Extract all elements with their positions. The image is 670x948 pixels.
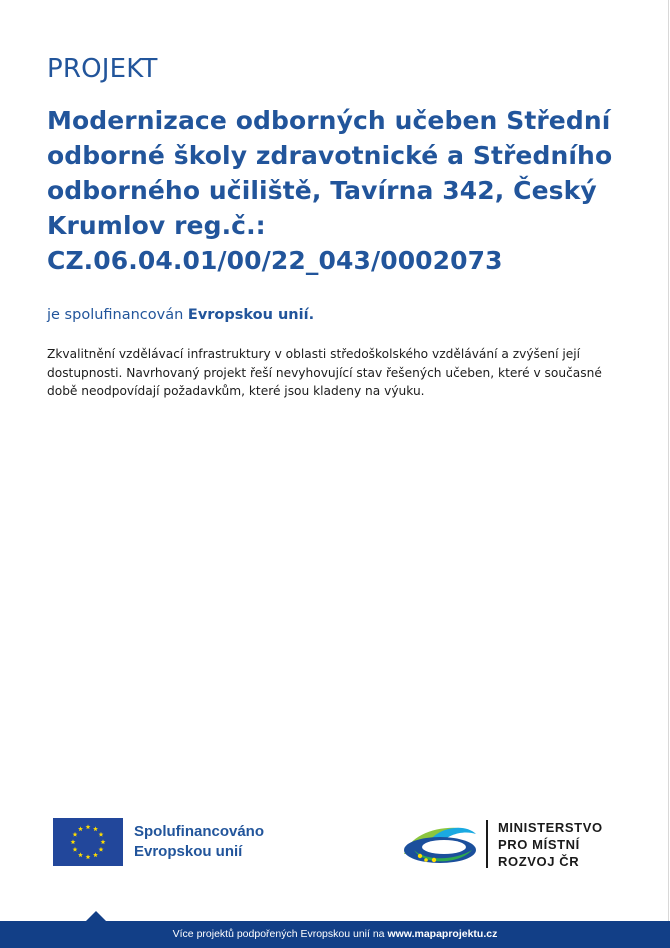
project-description: Zkvalitnění vzdělávací infrastruktury v oblasti středoškolského vzdělávání a zvýšení její dostupnosti. Navrhovaný projekt řeší nevyhovující stav řešených učeben, které v současné době neodpovídají požadavkům, které jsou kladeny na výuku.	[47, 347, 602, 398]
eu-star-icon	[86, 824, 91, 829]
eu-star-icon	[93, 826, 98, 831]
mmr-emblem-icon	[400, 820, 478, 868]
eu-star-icon	[73, 832, 78, 837]
eu-logo	[53, 818, 264, 866]
eu-logo-line1: Spolufinancováno	[134, 823, 265, 840]
footer-text: Více projektů podpořených Evropskou unií na	[172, 928, 385, 940]
eu-logo-line2: Evropskou unií	[134, 843, 243, 860]
eu-star-icon	[101, 839, 106, 844]
mmr-logo-line1: MINISTERSTVO	[498, 819, 603, 835]
eu-star-icon	[71, 839, 76, 844]
mmr-logo-text	[498, 819, 603, 870]
eu-star-icon	[99, 832, 104, 837]
cofinance-statement	[47, 307, 314, 323]
footer-notch	[86, 911, 106, 921]
footer-link[interactable]: www.mapaprojektu.cz	[387, 928, 498, 940]
eu-star-icon	[99, 847, 104, 852]
cofinance-prefix: je spolufinancován	[47, 307, 184, 323]
mmr-divider	[486, 820, 488, 868]
mmr-logo-line3: ROZVOJ ČR	[498, 853, 580, 869]
eu-flag-icon	[53, 818, 123, 866]
eu-star-icon	[86, 854, 91, 859]
eu-star-icon	[93, 852, 98, 857]
mmr-logo	[400, 816, 603, 872]
section-kicker: PROJEKT	[47, 54, 158, 84]
eu-star-icon	[78, 826, 83, 831]
eu-star-icon	[73, 847, 78, 852]
cofinance-bold: Evropskou unií.	[187, 307, 315, 323]
eu-logo-text	[134, 822, 264, 862]
footer-bar	[0, 921, 670, 948]
eu-star-icon	[78, 852, 83, 857]
mmr-logo-line2: PRO MÍSTNÍ	[498, 836, 580, 852]
project-title: Modernizace odborných učeben Střední odborné školy zdravotnické a Středního odborného učiliště, Tavírna 342, Český Krumlov reg.č.: CZ.06.04.01/00/22_043/0002073	[47, 106, 613, 275]
